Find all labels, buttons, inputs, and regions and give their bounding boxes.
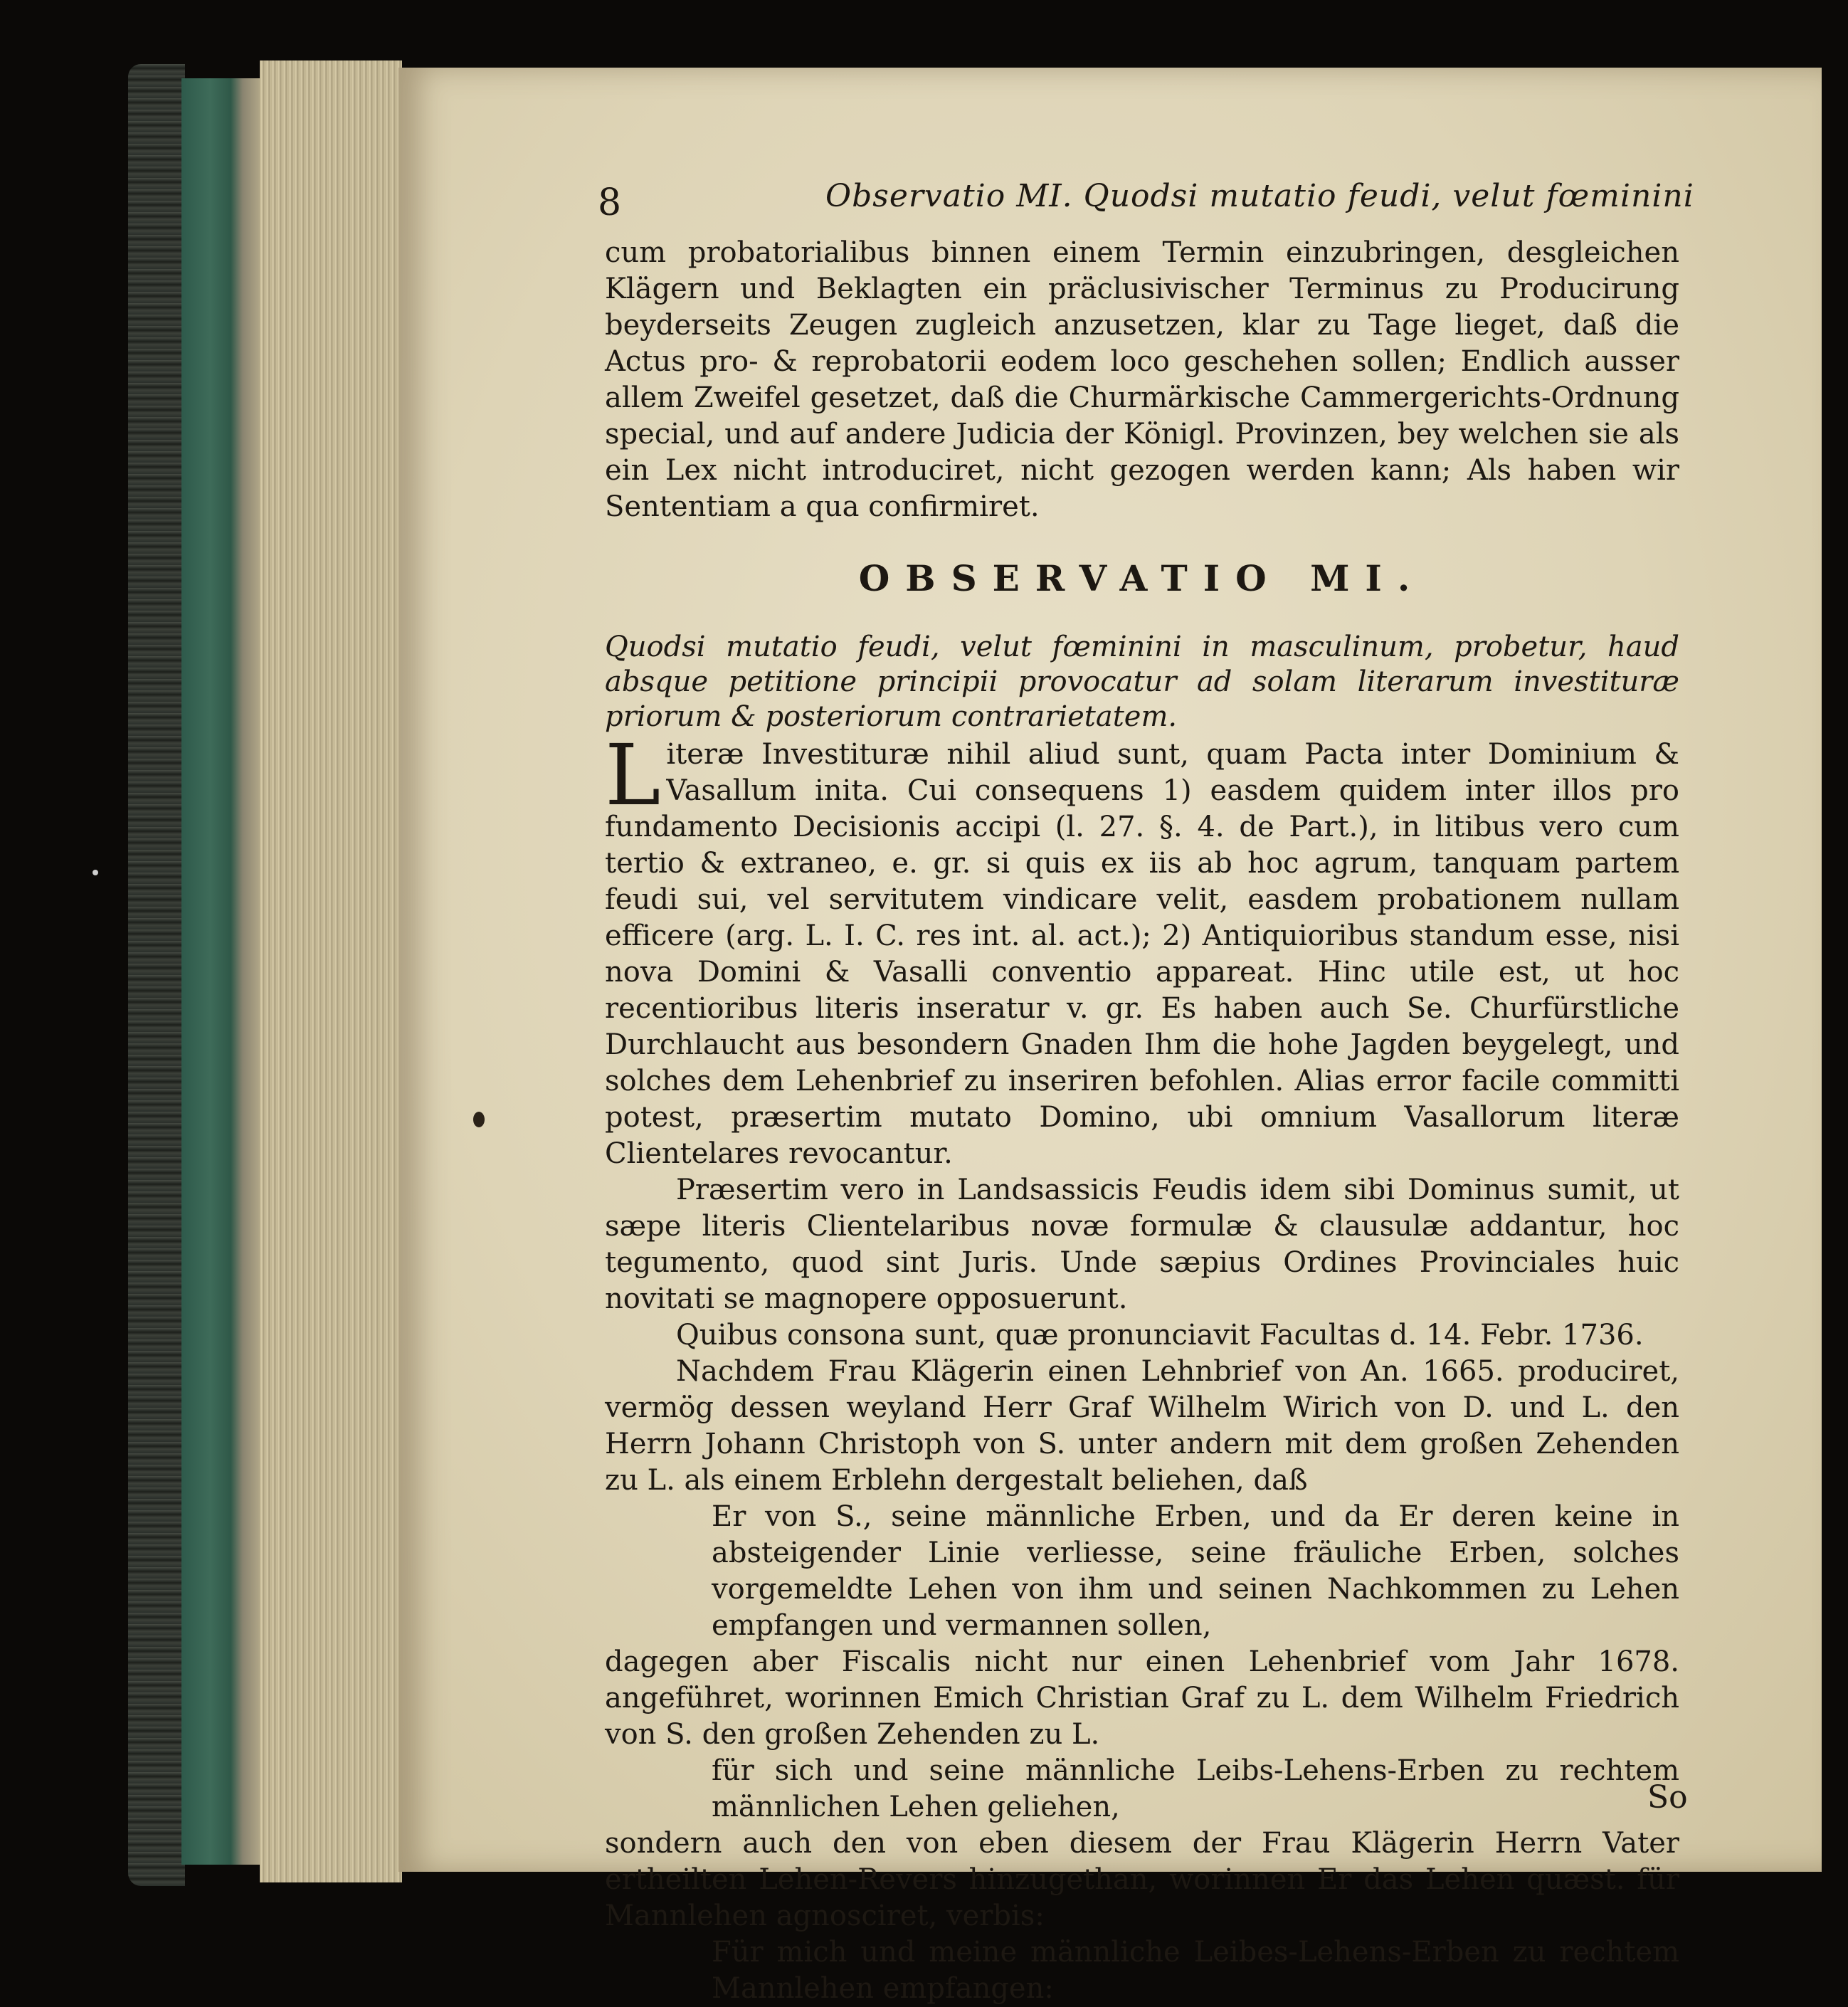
quote-1: Er von S., seine männliche Erben, und da Er deren keine in absteigender Linie verliesse, seine fräuliche Erben, solches vorgemeldte Lehen von ihm und seinen Nachkommen zu Lehen empfangen und vermannen sollen, [712,1500,1679,1642]
page-stack [260,60,402,1882]
ink-spot [473,1112,485,1127]
paragraph-5: dagegen aber Fiscalis nicht nur einen Lehenbrief vom Jahr 1678. angeführet, worinnen Emich Christian Graf zu L. dem Wilhelm Friedrich von S. den großen Zehenden zu L. [605,1645,1679,1751]
main-text [605,726,1679,2007]
section-summary: Quodsi mutatio feudi, velut fœminini in masculinum, probetur, haud absque petitione principii provocatur ad solam literarum investituræ priorum & posteriorum contrarietatem. [605,631,1679,733]
page-edges [181,78,263,1865]
paragraph-2: Præsertim vero in Landsassicis Feudis idem sibi Dominus sumit, ut sæpe literis Clientelaribus novæ formulæ & clausulæ addantur, hoc tegumento, quod sint Juris. Unde sæpius Ordines Provinciales huic novitati se magnopere opposuerunt. [605,1174,1679,1315]
quote-3: Für mich und meine männliche Leibes-Lehens-Erben zu rechtem Mannlehen empfangen: [712,1936,1679,2005]
background-dot [93,870,98,875]
quote-2: für sich und seine männliche Leibs-Lehens-Erben zu rechtem männlichen Lehen geliehen, [712,1754,1679,1823]
book-spine [128,64,185,1886]
book-page [398,68,1822,2005]
paragraph-6: sondern auch den von eben diesem der Frau Klägerin Herrn Vater ertheilten Lehen-Revers hinzugethan, worinnen Er das Lehen quæst. für Mannlehen agnosciret, verbis: [605,1827,1679,1932]
paragraph-3: Quibus consona sunt, quæ pronunciavit Facultas d. 14. Febr. 1736. [676,1319,1644,1352]
intro-text: cum probatorialibus binnen einem Termin einzubringen, desgleichen Klägern und Beklagten ein präclusivischer Terminus zu Producirung beyderseits Zeugen zugleich anzusetzen, klar zu Tage lieget, daß die Actus pro- & reprobatorii eodem loco geschehen sollen; Endlich ausser allem Zweifel gesetzet, daß die Churmärkische Cammergerichts-Ordnung special, und auf andere Judicia der Königl. Provinzen, bey welchen sie als ein Lex nicht introduciret, nicht gezogen werden kann; Als haben wir Sententiam a qua confirmiret. [605,236,1679,523]
paragraph-1-text: iteræ Investituræ nihil aliud sunt, quam Pacta inter Dominium & Vasallum inita. Cui consequens 1) easdem quidem inter illos pro fundamento Decisionis accipi (l. 27. §. 4. de Part.), in litibus vero cum tertio & extraneo, e. gr. si quis ex iis ab hoc agrum, tanquam partem feudi sui, vel servitutem vindicare velit, easdem probationem nullam efficere (arg. L. I. C. res int. al. act.); 2) Antiquioribus standum esse, nisi nova Domini & Vasalli conventio appareat. Hinc utile est, ut hoc recentioribus literis inseratur v. gr. Es haben auch Se. Churfürstliche Durchlaucht aus besondern Gnaden Ihm die hohe Jagden beygelegt, und solches dem Lehenbrief zu inseriren befohlen. Alias error facile committi potest, præsertim mutato Domino, ubi omnium Vasallorum literæ Clientelares revocantur. [605,738,1679,1170]
paragraph-4: Nachdem Frau Klägerin einen Lehnbrief von An. 1665. produciret, vermög dessen weyland Herr Graf Wilhelm Wirich von D. und L. den Herrn Johann Christoph von S. unter andern mit dem großen Zehenden zu L. als einem Erblehn dergestalt beliehen, daß [605,1355,1679,1497]
drop-cap: L [605,726,661,824]
page-number: 8 [598,181,622,224]
section-title: OBSERVATIO MI. [858,557,1426,599]
paragraph-1 [605,726,1679,1172]
catchword: So [1647,1779,1688,1816]
running-head: Observatio MI. Quodsi mutatio feudi, velut fœminini [825,178,1694,214]
intro-paragraph [605,235,1679,525]
